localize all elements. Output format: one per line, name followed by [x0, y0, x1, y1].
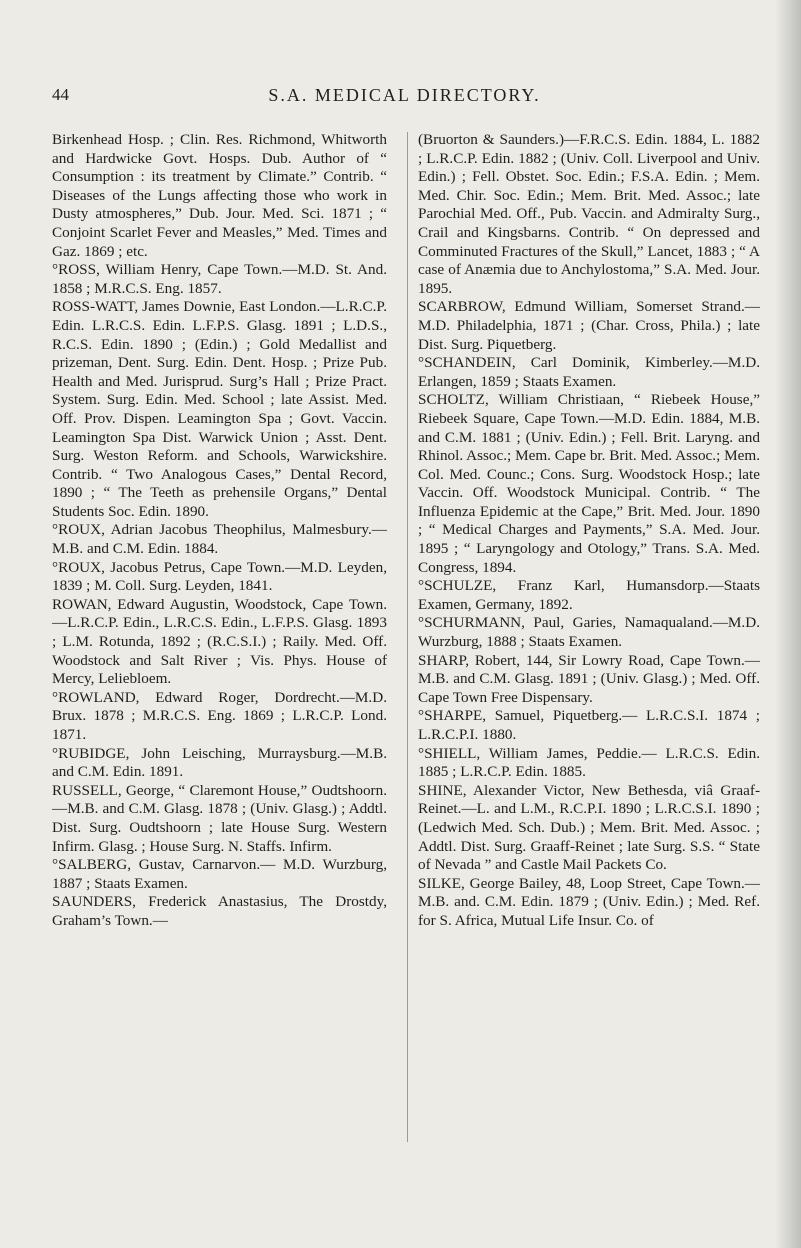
directory-entry: SCARBROW, Edmund William, Somerset Strand.—M.D. Philadelphia, 1871 ; (Char. Cross, Phila.) ; late Dist. Surg. Piquetberg.: [418, 298, 760, 353]
page-number: 44: [52, 85, 69, 104]
directory-entry: °ROSS, William Henry, Cape Town.—M.D. St. And. 1858 ; M.R.C.S. Eng. 1857.: [52, 261, 387, 297]
directory-entry: °ROUX, Jacobus Petrus, Cape Town.—M.D. Leyden, 1839 ; M. Coll. Surg. Leyden, 1841.: [52, 558, 387, 595]
directory-entry: (Bruorton & Saunders.)—F.R.C.S. Edin. 1884, L. 1882 ; L.R.C.P. Edin. 1882 ; (Univ. Coll. Liverpool and Univ. Edin.) ; Fell. Obstet. Soc. Edin.; F.S.A. Edin. ; Mem. Med. Chir. Soc. Edin.; Mem. Brit. Med. Assoc.; late Parochial Med. Off., Pub. Vaccin. and Admiralty Surg., Crail and Kingsbarns. Contrib. “ On depressed and Comminuted Fractures of the Skull,” Lancet, 1883 ; “ A case of Anæmia due to Anchylostoma,” S.A. Med. Jour. 1895.: [418, 131, 760, 297]
directory-entry: °SHARPE, Samuel, Piquetberg.— L.R.C.S.I. 1874 ; L.R.C.P.I. 1880.: [418, 707, 760, 743]
directory-entry: °SCHURMANN, Paul, Garies, Namaqualand.—M.D. Wurzburg, 1888 ; Staats Examen.: [418, 614, 760, 651]
directory-entry: SCHOLTZ, William Christiaan, “ Riebeek House,” Riebeek Square, Cape Town.—M.D. Edin. 1884, M.B. and C.M. 1881 ; (Univ. Edin.) ; Fell. Brit. Laryng. and Rhinol. Assoc.; Mem. Cape br. Brit. Med. Assoc.; Mem. Col. Med. Counc.; Cons. Surg. Woodstock Hosp.; late Vaccin. Off. Woodstock Municipal. Contrib. “ The Influenza Epidemic at the Cape,” Brit. Med. Jour. 1890 ; “ Medical Charges and Payments,” S.A. Med. Jour. 1895 ; “ Laryngology and Otology,” Trans. S.A. Med. Congress, 1894.: [418, 391, 760, 576]
running-title: S.A. MEDICAL DIRECTORY.: [268, 85, 541, 105]
directory-entry: °SCHULZE, Franz Karl, Humansdorp.—Staats Examen, Germany, 1892.: [418, 577, 760, 613]
directory-entry: Birkenhead Hosp. ; Clin. Res. Richmond, Whitworth and Hardwicke Govt. Hosps. Dub. Author of “ Consumption : its treatment by Climate.” Contrib. “ Diseases of the Lungs affecting those who work in Dusty atmospheres,” Dub. Jour. Med. Sci. 1871 ; “ Conjoint Scarlet Fever and Measles,” Med. Times and Gaz. 1869 ; etc.: [52, 131, 387, 260]
column-divider: [407, 132, 408, 1142]
directory-entry: °SCHANDEIN, Carl Dominik, Kimberley.—M.D. Erlangen, 1859 ; Staats Examen.: [418, 354, 760, 390]
directory-entry: SAUNDERS, Frederick Anastasius, The Drostdy, Graham’s Town.—: [52, 893, 387, 929]
directory-entry: RUSSELL, George, “ Claremont House,” Oudtshoorn.—M.B. and C.M. Glasg. 1878 ; (Univ. Glasg.) ; Addtl. Dist. Surg. Oudtshoorn ; late House Surg. Western Infirm. Glasg. ; House Surg. N. Staffs. Infirm.: [52, 781, 387, 855]
directory-entry: °SALBERG, Gustav, Carnarvon.— M.D. Wurzburg, 1887 ; Staats Examen.: [52, 856, 387, 892]
directory-entry: °ROWLAND, Edward Roger, Dordrecht.—M.D. Brux. 1878 ; M.R.C.S. Eng. 1869 ; L.R.C.P. Lond. 1871.: [52, 688, 387, 743]
page-binding-shadow: [775, 0, 801, 1248]
directory-entry: SHINE, Alexander Victor, New Bethesda, viâ Graaf-Reinet.—L. and L.M., R.C.P.I. 1890 ; L.R.C.S.I. 1890 ; (Ledwich Med. Sch. Dub.) ; Mem. Brit. Med. Assoc. ; Addtl. Dist. Surg. Graaff-Reinet ; late Surg. S.S. “ State of Nevada ” and Castle Mail Packets Co.: [418, 781, 760, 874]
directory-entry: ROWAN, Edward Augustin, Woodstock, Cape Town.—L.R.C.P. Edin., L.R.C.S. Edin., L.F.P.S. Glasg. 1893 ; L.M. Rotunda, 1892 ; (R.C.S.I.) ; Raily. Med. Off. Woodstock and Salt River ; Vis. Phys. House of Mercy, Leliebloem.: [52, 595, 387, 688]
page-header: [52, 85, 757, 111]
directory-entry: °RUBIDGE, John Leisching, Murraysburg.—M.B. and C.M. Edin. 1891.: [52, 744, 387, 781]
directory-entry: °SHIELL, William James, Peddie.— L.R.C.S. Edin. 1885 ; L.R.C.P. Edin. 1885.: [418, 744, 760, 781]
directory-entry: °ROUX, Adrian Jacobus Theophilus, Malmesbury.—M.B. and C.M. Edin. 1884.: [52, 521, 387, 558]
directory-entry: ROSS-WATT, James Downie, East London.—L.R.C.P. Edin. L.R.C.S. Edin. L.F.P.S. Glasg. 1891 ; L.D.S., R.C.S. Edin. 1890 ; (Edin.) ; Gold Medallist and prizeman, Dent. Surg. Edin. Dent. Hosp. ; Prize Pub. Health and Med. Jurisprud. Surg’s Hall ; Prize Pract. System. Surg. Edin. Med. School ; late Assist. Med. Off. Prov. Dispen. Leamington Spa ; Govt. Vaccin. Leamington Spa Dist. Warwick Union ; Asst. Dent. Surg. Weston Reform. and Schools, Warwickshire. Contrib. “ Two Analogous Cases,” Dental Record, 1890 ; “ The Teeth as prehensile Organs,” Dental Students Soc. Edin. 1890.: [52, 298, 387, 520]
directory-entry: SILKE, George Bailey, 48, Loop Street, Cape Town.—M.B. and. C.M. Edin. 1879 ; (Univ. Edin.) ; Med. Ref. for S. Africa, Mutual Life Insur. Co. of: [418, 874, 760, 929]
directory-entry: SHARP, Robert, 144, Sir Lowry Road, Cape Town.—M.B. and C.M. Glasg. 1891 ; (Univ. Glasg.) ; Med. Off. Cape Town Free Dispensary.: [418, 651, 760, 706]
left-column: [52, 131, 387, 931]
right-column: [418, 131, 760, 931]
